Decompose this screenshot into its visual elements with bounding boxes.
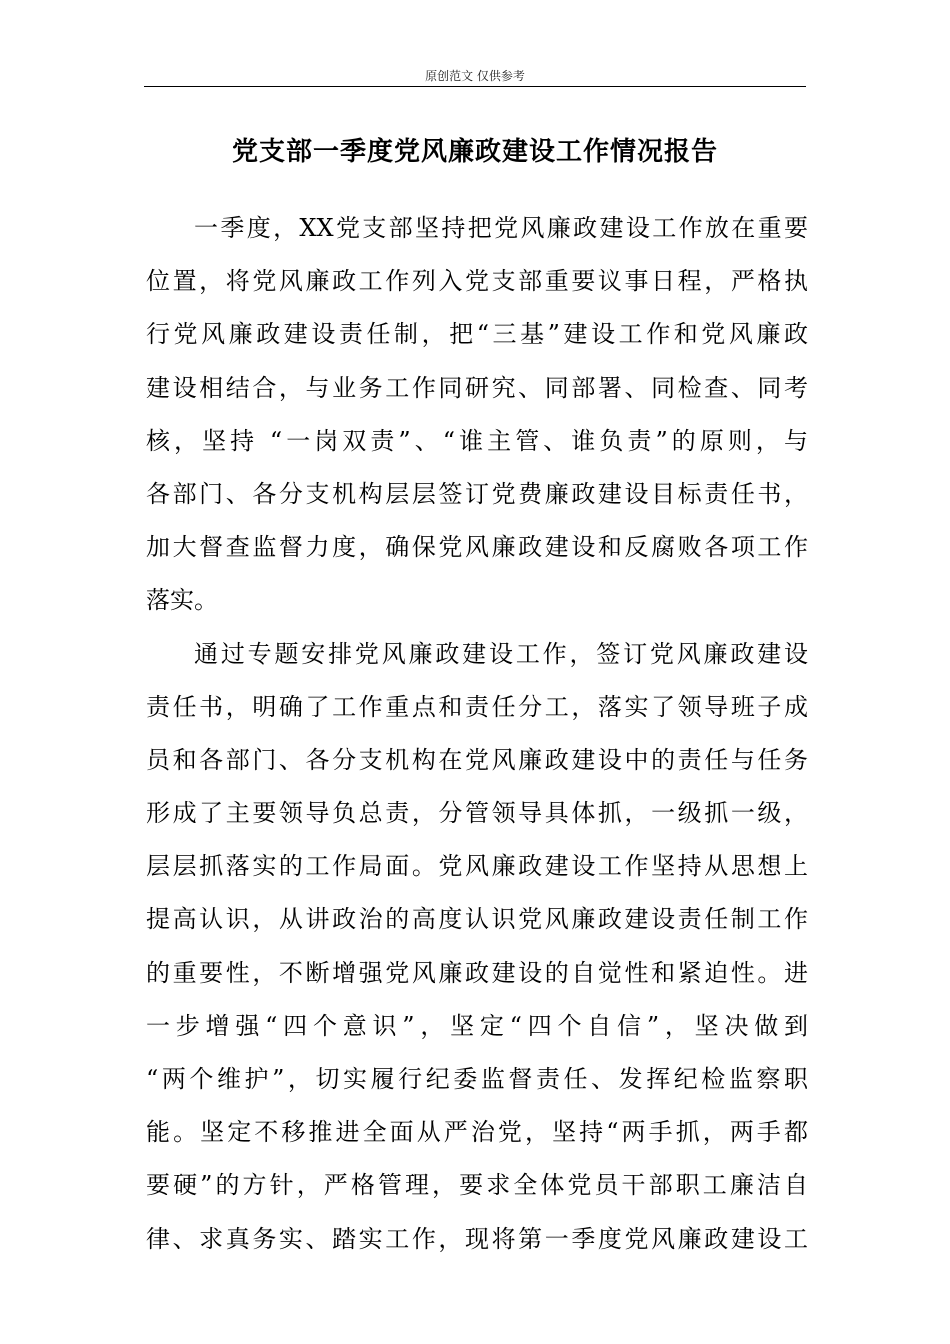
paragraph-line: 要硬”的方针，严格管理，要求全体党员干部职工廉洁自 — [146, 1171, 808, 1200]
paragraph-line: 律、求真务实、踏实工作，现将第一季度党风廉政建设工 — [146, 1224, 808, 1253]
paragraph-line: 一步增强“四个意识”，坚定“四个自信”，坚决做到 — [146, 1011, 808, 1040]
paragraph-line: 落实。 — [146, 586, 218, 615]
paragraph-2 — [146, 628, 808, 1266]
paragraph-line: 通过专题安排党风廉政建设工作，签订党风廉政建设 — [194, 639, 808, 668]
paragraph-line: 能。坚定不移推进全面从严治党，坚持“两手抓，两手都 — [146, 1118, 808, 1147]
paragraph-line: 核，坚持 “一岗双责”、“谁主管、谁负责”的原则，与 — [146, 426, 808, 455]
paragraph-line: 责任书，明确了工作重点和责任分工，落实了领导班子成 — [146, 692, 808, 721]
paragraph-line: 提高认识，从讲政治的高度认识党风廉政建设责任制工作 — [146, 905, 808, 934]
header-watermark-text: 原创范文 仅供参考 — [425, 69, 525, 83]
paragraph-line: 位置，将党风廉政工作列入党支部重要议事日程，严格执 — [146, 267, 808, 296]
paragraph-line: “两个维护”，切实履行纪委监督责任、发挥纪检监察职 — [146, 1065, 808, 1093]
paragraph-line: 层层抓落实的工作局面。党风廉政建设工作坚持从思想上 — [146, 852, 808, 881]
paragraph-line: 各部门、各分支机构层层签订党费廉政建设目标责任书， — [146, 479, 808, 508]
document-title: 党支部一季度党风廉政建设工作情况报告 — [231, 137, 718, 167]
document-body — [146, 202, 808, 1266]
page-header — [144, 66, 806, 87]
paragraph-line: 行党风廉政建设责任制，把“三基”建设工作和党风廉政 — [146, 320, 808, 349]
paragraph-line: 一季度，XX党支部坚持把党风廉政建设工作放在重要 — [194, 214, 808, 242]
paragraph-line: 的重要性，不断增强党风廉政建设的自觉性和紧迫性。进 — [146, 958, 808, 987]
paragraph-line: 建设相结合，与业务工作同研究、同部署、同检查、同考 — [146, 373, 808, 402]
paragraph-line: 形成了主要领导负总责，分管领导具体抓，一级抓一级， — [146, 799, 808, 828]
paragraph-line: 加大督查监督力度，确保党风廉政建设和反腐败各项工作 — [146, 533, 808, 562]
paragraph-1 — [146, 202, 808, 628]
paragraph-line: 员和各部门、各分支机构在党风廉政建设中的责任与任务 — [146, 745, 808, 774]
